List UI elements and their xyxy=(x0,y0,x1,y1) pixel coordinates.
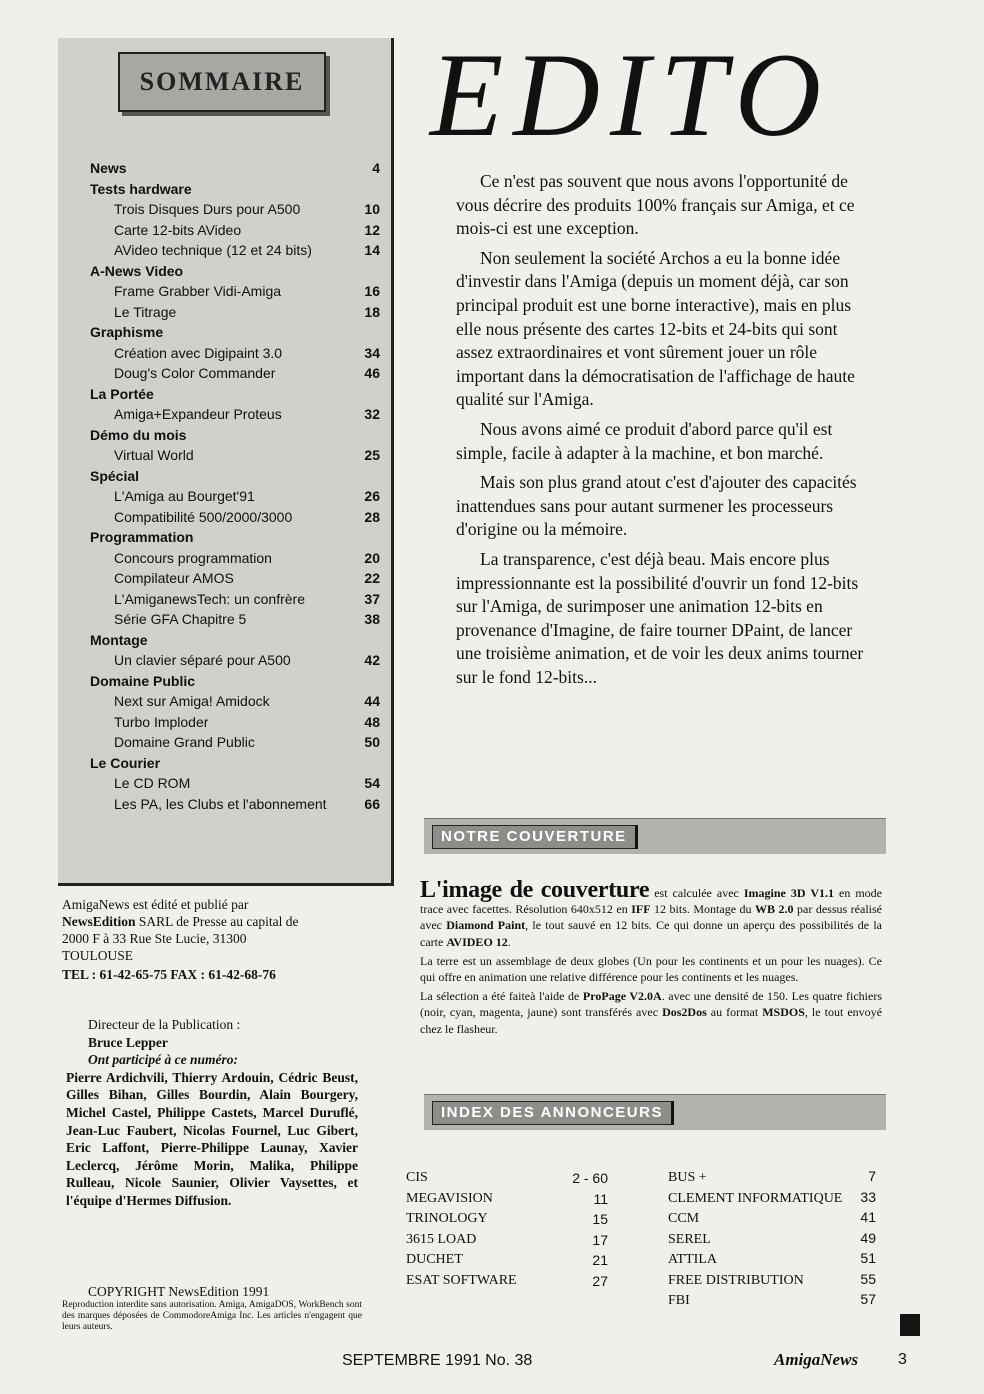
advertiser-page: 7 xyxy=(868,1168,876,1184)
advertiser-page: 17 xyxy=(592,1231,608,1248)
toc-entry xyxy=(90,240,380,261)
director-name: Bruce Lepper xyxy=(88,1034,168,1050)
toc-entry xyxy=(90,281,380,302)
advertiser-name: ESAT SOFTWARE xyxy=(406,1272,517,1288)
toc-page-number: 4 xyxy=(372,160,380,176)
toc-section xyxy=(90,179,380,200)
toc-label: Tests hardware xyxy=(90,180,192,197)
toc-entry xyxy=(90,199,380,220)
toc-label: Concours programmation xyxy=(114,549,272,566)
toc-page-number: 18 xyxy=(364,303,380,320)
toc-page-number xyxy=(356,671,380,692)
toc-entry xyxy=(90,568,380,589)
toc-label: Trois Disques Durs pour A500 xyxy=(114,201,301,217)
credits-line: TOULOUSE xyxy=(62,948,134,963)
toc-page-number: 48 xyxy=(364,713,380,730)
toc-entry xyxy=(90,363,380,384)
toc-page-number: 26 xyxy=(364,488,380,504)
toc-label: Le Titrage xyxy=(114,303,177,320)
credits-line: 2000 F à 33 Rue Ste Lucie, 31300 xyxy=(62,931,247,946)
couverture-paragraph: L'image de couverture est calculée avec Imagine 3D V1.1 en mode trace avec facettes. Résolution 640x512 en IFF 12 bits. Montage du WB 2.0 par dessus réalisé avec Diamond Paint, le tout sauvé en 12 bits. Ce qui donne un aperçu des possibilités de la carte AVIDEO 12. xyxy=(420,877,882,949)
toc-entry xyxy=(90,609,380,630)
toc-page-number: 44 xyxy=(364,693,380,709)
toc-page-number: 37 xyxy=(364,590,380,607)
couverture-banner xyxy=(424,818,886,854)
sommaire-panel xyxy=(58,38,394,886)
couverture-banner-label: NOTRE COUVERTURE xyxy=(432,825,638,849)
toc-page-number: 10 xyxy=(364,201,380,217)
toc-page-number xyxy=(356,753,380,774)
toc-label: Les PA, les Clubs et l'abonnement xyxy=(114,795,327,812)
advertiser-name: FREE DISTRIBUTION xyxy=(668,1272,804,1288)
toc-entry xyxy=(90,773,380,794)
edito-paragraph: Ce n'est pas souvent que nous avons l'opportunité de vous décrire des produits 100% français sur Amiga, et ce mois-ci est une exception. xyxy=(456,171,855,239)
toc-entry xyxy=(90,732,380,753)
advertiser-name: 3615 LOAD xyxy=(406,1231,477,1247)
toc-label: Création avec Digipaint 3.0 xyxy=(114,344,283,361)
toc-label: Série GFA Chapitre 5 xyxy=(114,611,247,627)
toc-section xyxy=(90,322,380,343)
toc-page-number xyxy=(356,384,380,405)
toc-entry xyxy=(90,650,380,671)
copyright-title: COPYRIGHT NewsEdition 1991 xyxy=(88,1284,270,1299)
toc-entry xyxy=(90,548,380,569)
credits-line: AmigaNews est édité et publié par xyxy=(62,897,249,912)
toc-label: AVideo technique (12 et 24 bits) xyxy=(114,242,312,258)
toc-page-number: 38 xyxy=(364,611,380,627)
toc-page-number xyxy=(356,466,380,487)
toc-label: L'Amiga au Bourget'91 xyxy=(114,488,255,504)
toc-label: Next sur Amiga! Amidock xyxy=(114,693,270,709)
toc-page-number: 32 xyxy=(364,406,380,422)
advertiser-page: 55 xyxy=(860,1270,876,1287)
edito-paragraph: Mais son plus grand atout c'est d'ajouter des capacités inattendues sans pour autant surmener les processeurs d'origine ou la mémoire. xyxy=(456,472,857,540)
toc-entry xyxy=(90,404,380,425)
couverture-lead: L'image de couverture xyxy=(420,877,650,903)
toc-page-number: 50 xyxy=(364,734,380,750)
toc-page-number xyxy=(356,179,380,200)
toc-entry xyxy=(90,507,380,528)
toc-label: Compilateur AMOS xyxy=(114,570,234,586)
toc-label: Montage xyxy=(90,631,148,648)
edito-paragraph: La transparence, c'est déjà beau. Mais encore plus impressionnante est la possibilité d'ouvrir un fond 12-bits sur l'Amiga, de surimposer une animation 12-bits en provenance d'Imagine, de faire tourner DPaint, de lancer une troisième animation, et de voir les deux anims tourner sur le fond 12-bits... xyxy=(456,548,864,687)
advertisers-right-pages xyxy=(846,1166,876,1310)
edito-paragraph: Nous avons aimé ce produit d'abord parce qu'il est simple, facile à adapter à la machine, et bon marché. xyxy=(456,418,833,463)
toc-section xyxy=(90,261,380,282)
advertiser-page: 27 xyxy=(592,1272,608,1289)
advertiser-name: CCM xyxy=(668,1211,700,1226)
toc-page-number: 25 xyxy=(364,447,380,463)
toc-entry xyxy=(90,794,380,815)
toc-page-number: 16 xyxy=(364,283,380,299)
toc-label: Turbo Imploder xyxy=(114,713,209,730)
participants-label: Ont participé à ce numéro: xyxy=(88,1052,238,1068)
toc-label: Le CD ROM xyxy=(114,775,191,791)
toc-page-number: 66 xyxy=(364,795,380,812)
page-number: 3 xyxy=(898,1351,907,1368)
publisher-credits xyxy=(62,896,362,983)
toc-label: Carte 12-bits AVideo xyxy=(114,221,242,238)
toc-section xyxy=(90,425,380,446)
toc-page-number: 28 xyxy=(364,508,380,525)
publisher-name: NewsEdition xyxy=(62,914,136,929)
toc-entry xyxy=(90,220,380,241)
advertiser-name: CLEMENT INFORMATIQUE xyxy=(668,1190,843,1206)
advertiser-page: 11 xyxy=(593,1190,608,1207)
copyright-block xyxy=(62,1284,362,1333)
toc-label: Démo du mois xyxy=(90,426,187,443)
toc-label: Spécial xyxy=(90,467,140,484)
toc-page-number: 22 xyxy=(364,570,380,586)
toc-entry xyxy=(90,691,380,712)
couverture-paragraph: La terre est un assemblage de deux globes (Un pour les continents et un pour les nuages). Ce qui offre en animation une relative différence pour les continents et les nuages. xyxy=(420,953,882,985)
toc-page-number xyxy=(356,425,380,446)
advertiser-name: ATTILA xyxy=(668,1252,717,1267)
advertiser-page: 57 xyxy=(860,1291,876,1307)
edito-paragraph: Non seulement la société Archos a eu la bonne idée d'investir dans l'Amiga (depuis un moment déjà, car son principal produit est une borne interactive), mais en plus elle nous présente des cartes 12-bits et 24-bits qui sont assez extraordinaires et vont sûrement jouer un rôle important dans la démocratisation de l'affichage de haute qualité sur l'Amiga. xyxy=(456,247,855,410)
toc-label: Le Courier xyxy=(90,754,161,771)
credits-line: NewsEdition SARL de Presse au capital de xyxy=(62,914,299,929)
toc-section xyxy=(90,671,380,692)
toc-page-number: 12 xyxy=(364,221,380,238)
copyright-text: Reproduction interdite sans autorisation. Amiga, AmigaDOS, WorkBench sont des marques déposées de CommodoreAmiga Inc. Les articles n'engagent que leurs auteurs. xyxy=(62,1300,362,1332)
toc-section xyxy=(90,158,380,179)
toc-page-number: 20 xyxy=(364,549,380,566)
edito-body xyxy=(456,170,872,695)
toc-label: La Portée xyxy=(90,385,154,402)
advertiser-name: DUCHET xyxy=(406,1252,463,1267)
toc-section xyxy=(90,466,380,487)
director-label: Directeur de la Publication : xyxy=(88,1017,241,1032)
credits-phone: TEL : 61-42-65-75 FAX : 61-42-68-76 xyxy=(62,967,276,982)
couverture-paragraph: La sélection a été faiteà l'aide de ProPage V2.0A. avec une densité de 150. Les quatre fichiers (noir, cyan, magenta, jaune) sont transférés avec Dos2Dos au format MSDOS, le tout envoyé chez le flasheur. xyxy=(420,989,883,1036)
toc-entry xyxy=(90,589,380,610)
toc-section xyxy=(90,527,380,548)
toc-label: Amiga+Expandeur Proteus xyxy=(114,406,282,422)
advertiser-name: TRINOLOGY xyxy=(406,1211,488,1226)
toc-page-number: 34 xyxy=(364,344,380,361)
advertiser-page: 2 - 60 xyxy=(572,1170,608,1186)
toc-page-number: 42 xyxy=(364,652,380,668)
toc-section xyxy=(90,384,380,405)
advertiser-name: FBI xyxy=(668,1293,690,1308)
toc-label: Un clavier séparé pour A500 xyxy=(114,652,291,668)
toc-label: L'AmiganewsTech: un confrère xyxy=(114,590,305,607)
advertiser-name: MEGAVISION xyxy=(406,1190,493,1206)
toc-label: Domaine Grand Public xyxy=(114,734,255,750)
toc-page-number: 54 xyxy=(364,775,380,791)
couverture-text xyxy=(420,877,883,1040)
toc-entry xyxy=(90,302,380,323)
toc-section xyxy=(90,630,380,651)
issue-date: SEPTEMBRE 1991 No. 38 xyxy=(342,1352,533,1369)
toc-label: A-News Video xyxy=(90,262,184,279)
toc-label: News xyxy=(90,160,127,176)
advertiser-page: 15 xyxy=(592,1211,608,1227)
toc-page-number: 14 xyxy=(364,242,380,258)
toc-label: Programmation xyxy=(90,529,194,545)
advertiser-page: 21 xyxy=(592,1252,608,1268)
annonceurs-banner xyxy=(424,1094,886,1130)
toc-label: Domaine Public xyxy=(90,672,196,689)
toc-page-number xyxy=(356,630,380,651)
advertisers-left-pages xyxy=(548,1168,608,1291)
advertiser-page: 49 xyxy=(860,1229,876,1246)
toc-entry xyxy=(90,486,380,507)
sommaire-title: SOMMAIRE xyxy=(118,52,326,112)
toc-label: Graphisme xyxy=(90,324,164,340)
advertisers-right-names xyxy=(668,1168,868,1312)
advertisers-left-names xyxy=(406,1168,566,1291)
page-corner-mark xyxy=(900,1314,920,1336)
edito-title: EDITO xyxy=(430,28,832,161)
advertiser-name: CIS xyxy=(406,1170,428,1185)
toc-label: Virtual World xyxy=(114,447,194,463)
toc-page-number: 46 xyxy=(364,365,380,381)
editorial-staff xyxy=(66,1016,358,1210)
toc-label: Frame Grabber Vidi-Amiga xyxy=(114,283,282,299)
toc-page-number xyxy=(356,527,380,548)
annonceurs-banner-label: INDEX DES ANNONCEURS xyxy=(432,1101,674,1125)
advertiser-page: 33 xyxy=(860,1188,876,1205)
advertiser-page: 51 xyxy=(860,1250,876,1266)
magazine-name: AmigaNews xyxy=(774,1350,859,1369)
participants-names: Pierre Ardichvili, Thierry Ardouin, Cédric Beust, Gilles Bihan, Gilles Bourdin, Alain Bourgery, Michel Castel, Philippe Castets, Marcel Duruflé, Jean-Luc Faubert, Nicolas Fournel, Luc Gibert, Eric Laffont, Pierre-Philippe Launay, Xavier Leclercq, Jérôme Morin, Malika, Philippe Rulleau, Nicole Saunier, Olivier Vaysettes, et l'équipe d'Hermes Diffusion. xyxy=(66,1069,358,1208)
toc-label: Doug's Color Commander xyxy=(114,365,276,381)
toc-section xyxy=(90,753,380,774)
advertiser-name: BUS + xyxy=(668,1170,707,1185)
advertiser-page: 41 xyxy=(860,1209,876,1225)
toc-label: Compatibilité 500/2000/3000 xyxy=(114,508,293,525)
advertiser-name: SEREL xyxy=(668,1231,711,1247)
toc-entry xyxy=(90,445,380,466)
toc-entry xyxy=(90,712,380,733)
toc-entry xyxy=(90,343,380,364)
sommaire-list xyxy=(90,158,380,814)
toc-page-number xyxy=(356,322,380,343)
toc-page-number xyxy=(356,261,380,282)
